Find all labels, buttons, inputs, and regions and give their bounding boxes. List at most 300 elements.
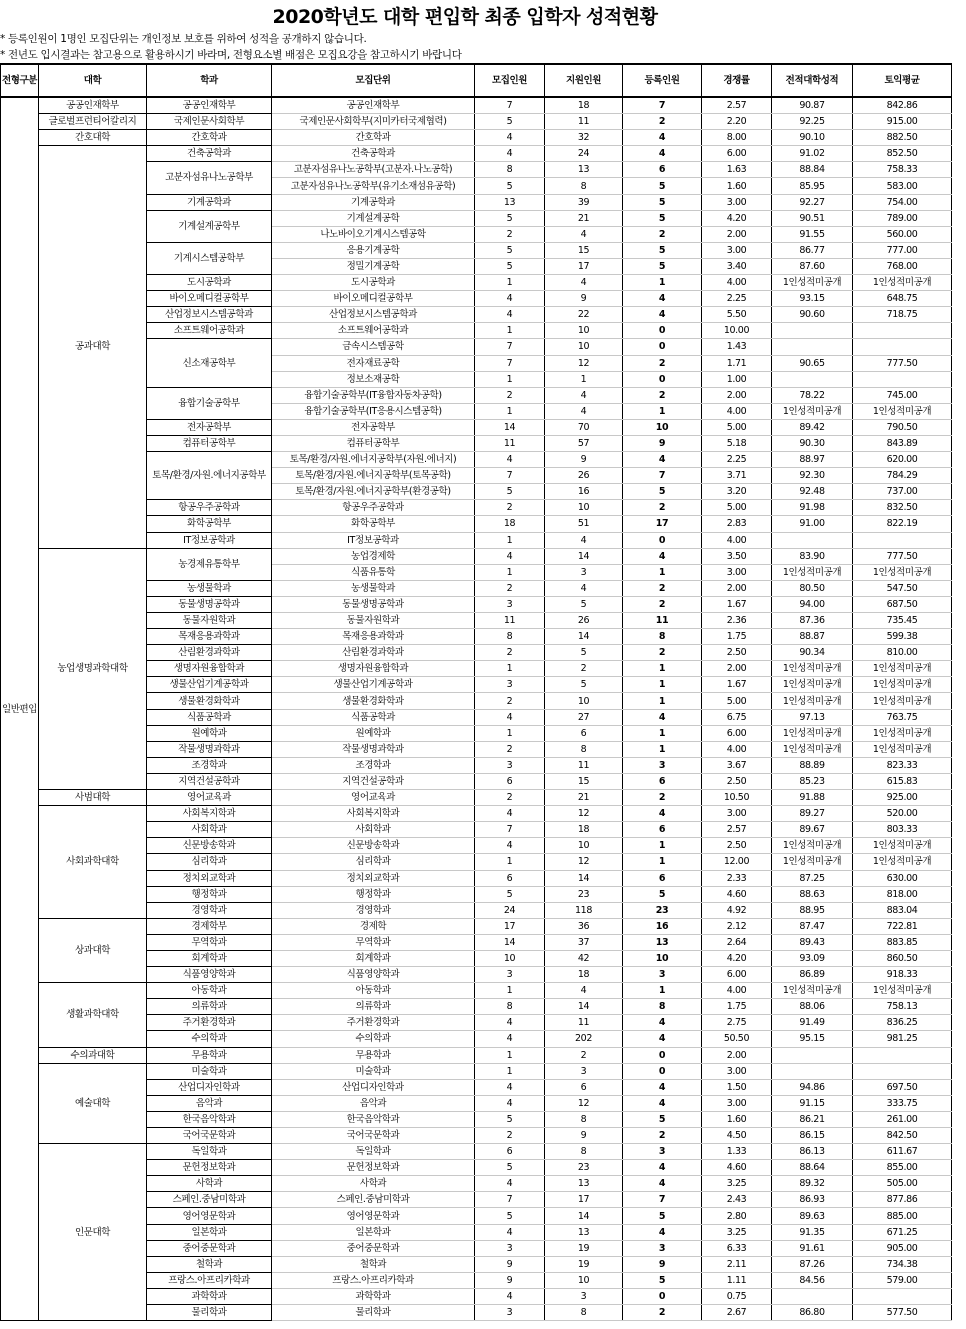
quota-cell: 4: [475, 1015, 545, 1031]
department-cell: 영어교육과: [147, 790, 272, 806]
ratio-cell: 5.00: [702, 419, 772, 435]
applicants-cell: 2: [545, 1047, 623, 1063]
ratio-cell: 3.20: [702, 484, 772, 500]
college-cell: 상과대학: [39, 918, 147, 982]
quota-cell: 1: [475, 725, 545, 741]
ratio-cell: 4.60: [702, 1160, 772, 1176]
prev-gpa-cell: 94.86: [772, 1079, 853, 1095]
table-row: [1, 548, 952, 564]
toeic-cell: 333.75: [853, 1095, 952, 1111]
enrolled-cell: 5: [623, 886, 702, 902]
header-admission-type: 전형구분: [1, 64, 39, 97]
enrolled-cell: 1: [623, 838, 702, 854]
prev-gpa-cell: 91.35: [772, 1224, 853, 1240]
applicants-cell: 27: [545, 709, 623, 725]
college-cell: 글로벌프런티어칼리지: [39, 114, 147, 130]
enrolled-cell: 4: [623, 1079, 702, 1095]
quota-cell: 2: [475, 645, 545, 661]
prev-gpa-cell: 88.89: [772, 757, 853, 773]
quota-cell: 9: [475, 1272, 545, 1288]
toeic-cell: [853, 1047, 952, 1063]
enrolled-cell: 23: [623, 902, 702, 918]
toeic-cell: [853, 323, 952, 339]
applicants-cell: 8: [545, 1144, 623, 1160]
toeic-cell: 777.50: [853, 355, 952, 371]
recruit-unit-cell: 토목/환경/자원.에너지공학부(자원.에너지): [272, 452, 475, 468]
department-cell: 독일학과: [147, 1144, 272, 1160]
applicants-cell: 36: [545, 918, 623, 934]
quota-cell: 5: [475, 210, 545, 226]
department-cell: 사회학과: [147, 822, 272, 838]
department-cell: 도시공학과: [147, 275, 272, 291]
enrolled-cell: 4: [623, 130, 702, 146]
recruit-unit-cell: 융합기술공학부(IT응용시스템공학): [272, 403, 475, 419]
applicants-cell: 11: [545, 114, 623, 130]
applicants-cell: 2: [545, 661, 623, 677]
quota-cell: 11: [475, 435, 545, 451]
quota-cell: 8: [475, 999, 545, 1015]
quota-cell: 4: [475, 291, 545, 307]
quota-cell: 3: [475, 1240, 545, 1256]
department-cell: 한국음악학과: [147, 1111, 272, 1127]
table-row: [1, 983, 952, 999]
ratio-cell: 2.11: [702, 1256, 772, 1272]
toeic-cell: 860.50: [853, 950, 952, 966]
header-applicants: 지원인원: [545, 64, 623, 97]
ratio-cell: 12.00: [702, 854, 772, 870]
quota-cell: 1: [475, 661, 545, 677]
ratio-cell: 2.00: [702, 661, 772, 677]
ratio-cell: 4.92: [702, 902, 772, 918]
applicants-cell: 118: [545, 902, 623, 918]
recruit-unit-cell: 나노바이오기계시스템공학: [272, 226, 475, 242]
ratio-cell: 6.00: [702, 725, 772, 741]
enrolled-cell: 5: [623, 1272, 702, 1288]
toeic-cell: 1인성적미공개: [853, 838, 952, 854]
quota-cell: 1: [475, 1047, 545, 1063]
quota-cell: 5: [475, 258, 545, 274]
recruit-unit-cell: 원예학과: [272, 725, 475, 741]
prev-gpa-cell: 1인성적미공개: [772, 725, 853, 741]
prev-gpa-cell: 87.60: [772, 258, 853, 274]
department-cell: 정치외교학과: [147, 870, 272, 886]
toeic-cell: 615.83: [853, 773, 952, 789]
recruit-unit-cell: 주거환경학과: [272, 1015, 475, 1031]
prev-gpa-cell: 86.15: [772, 1128, 853, 1144]
quota-cell: 2: [475, 580, 545, 596]
applicants-cell: 9: [545, 1128, 623, 1144]
toeic-cell: 1인성적미공개: [853, 275, 952, 291]
header-department: 학과: [147, 64, 272, 97]
ratio-cell: 6.33: [702, 1240, 772, 1256]
applicants-cell: 4: [545, 275, 623, 291]
ratio-cell: 2.57: [702, 97, 772, 114]
prev-gpa-cell: 80.50: [772, 580, 853, 596]
prev-gpa-cell: 88.63: [772, 886, 853, 902]
recruit-unit-cell: 토목/환경/자원.에너지공학부(환경공학): [272, 484, 475, 500]
toeic-cell: 1인성적미공개: [853, 403, 952, 419]
enrolled-cell: 13: [623, 934, 702, 950]
quota-cell: 2: [475, 1128, 545, 1144]
quota-cell: 4: [475, 1224, 545, 1240]
ratio-cell: 4.00: [702, 532, 772, 548]
enrolled-cell: 2: [623, 790, 702, 806]
header-toeic-avg: 토익평균: [853, 64, 952, 97]
quota-cell: 5: [475, 1160, 545, 1176]
department-cell: 작물생명과학과: [147, 741, 272, 757]
quota-cell: 17: [475, 918, 545, 934]
prev-gpa-cell: 1인성적미공개: [772, 854, 853, 870]
enrolled-cell: 4: [623, 709, 702, 725]
toeic-cell: 722.81: [853, 918, 952, 934]
prev-gpa-cell: 1인성적미공개: [772, 661, 853, 677]
recruit-unit-cell: 산업디자인학과: [272, 1079, 475, 1095]
ratio-cell: 5.50: [702, 307, 772, 323]
quota-cell: 1: [475, 323, 545, 339]
ratio-cell: 1.71: [702, 355, 772, 371]
ratio-cell: 6.00: [702, 967, 772, 983]
toeic-cell: 1인성적미공개: [853, 693, 952, 709]
quota-cell: 7: [475, 1192, 545, 1208]
table-row: [1, 1144, 952, 1160]
college-cell: 수의과대학: [39, 1047, 147, 1063]
toeic-cell: 763.75: [853, 709, 952, 725]
applicants-cell: 4: [545, 532, 623, 548]
ratio-cell: 3.67: [702, 757, 772, 773]
enrolled-cell: 3: [623, 1144, 702, 1160]
ratio-cell: 5.00: [702, 500, 772, 516]
toeic-cell: 803.33: [853, 822, 952, 838]
prev-gpa-cell: 88.95: [772, 902, 853, 918]
enrolled-cell: 8: [623, 629, 702, 645]
department-cell: 생물산업기계공학과: [147, 677, 272, 693]
recruit-unit-cell: 음악과: [272, 1095, 475, 1111]
prev-gpa-cell: 88.97: [772, 452, 853, 468]
prev-gpa-cell: 85.23: [772, 773, 853, 789]
prev-gpa-cell: [772, 339, 853, 355]
prev-gpa-cell: 78.22: [772, 387, 853, 403]
toeic-cell: 718.75: [853, 307, 952, 323]
prev-gpa-cell: 1인성적미공개: [772, 693, 853, 709]
department-cell: 항공우주공학과: [147, 500, 272, 516]
applicants-cell: 8: [545, 1111, 623, 1127]
enrolled-cell: 4: [623, 548, 702, 564]
department-cell: 무역학과: [147, 934, 272, 950]
quota-cell: 4: [475, 130, 545, 146]
prev-gpa-cell: 86.13: [772, 1144, 853, 1160]
ratio-cell: 1.50: [702, 1079, 772, 1095]
toeic-cell: 754.00: [853, 194, 952, 210]
recruit-unit-cell: 생물산업기계공학과: [272, 677, 475, 693]
department-cell: 건축공학과: [147, 146, 272, 162]
ratio-cell: 1.11: [702, 1272, 772, 1288]
toeic-cell: 630.00: [853, 870, 952, 886]
toeic-cell: 687.50: [853, 596, 952, 612]
recruit-unit-cell: 의류학과: [272, 999, 475, 1015]
enrolled-cell: 5: [623, 484, 702, 500]
toeic-cell: 560.00: [853, 226, 952, 242]
recruit-unit-cell: 생명자원융합학과: [272, 661, 475, 677]
prev-gpa-cell: 92.25: [772, 114, 853, 130]
quota-cell: 9: [475, 1256, 545, 1272]
prev-gpa-cell: 90.60: [772, 307, 853, 323]
recruit-unit-cell: 정치외교학과: [272, 870, 475, 886]
enrolled-cell: 3: [623, 757, 702, 773]
recruit-unit-cell: 독일학과: [272, 1144, 475, 1160]
recruit-unit-cell: 공공인재학부: [272, 97, 475, 114]
toeic-cell: 877.86: [853, 1192, 952, 1208]
toeic-cell: 611.67: [853, 1144, 952, 1160]
toeic-cell: 883.04: [853, 902, 952, 918]
prev-gpa-cell: 89.67: [772, 822, 853, 838]
college-cell: 간호대학: [39, 130, 147, 146]
applicants-cell: 12: [545, 355, 623, 371]
quota-cell: 4: [475, 1031, 545, 1047]
enrolled-cell: 1: [623, 403, 702, 419]
enrolled-cell: 4: [623, 291, 702, 307]
applicants-cell: 13: [545, 1176, 623, 1192]
prev-gpa-cell: 1인성적미공개: [772, 983, 853, 999]
department-cell: 동물자원학과: [147, 613, 272, 629]
toeic-cell: 758.33: [853, 162, 952, 178]
prev-gpa-cell: 91.00: [772, 516, 853, 532]
prev-gpa-cell: 1인성적미공개: [772, 275, 853, 291]
recruit-unit-cell: 사회학과: [272, 822, 475, 838]
recruit-unit-cell: 산림환경과학과: [272, 645, 475, 661]
prev-gpa-cell: 90.51: [772, 210, 853, 226]
quota-cell: 14: [475, 419, 545, 435]
applicants-cell: 39: [545, 194, 623, 210]
quota-cell: 4: [475, 452, 545, 468]
recruit-unit-cell: 응용기계공학: [272, 242, 475, 258]
toeic-cell: 1인성적미공개: [853, 564, 952, 580]
department-cell: 아동학과: [147, 983, 272, 999]
department-cell: IT정보공학과: [147, 532, 272, 548]
prev-gpa-cell: 91.49: [772, 1015, 853, 1031]
recruit-unit-cell: 고분자섬유나노공학부(유기소재섬유공학): [272, 178, 475, 194]
ratio-cell: 2.00: [702, 387, 772, 403]
department-cell: 지역건설공학과: [147, 773, 272, 789]
ratio-cell: 4.00: [702, 983, 772, 999]
quota-cell: 5: [475, 484, 545, 500]
recruit-unit-cell: 항공우주공학과: [272, 500, 475, 516]
recruit-unit-cell: 조경학과: [272, 757, 475, 773]
prev-gpa-cell: 92.48: [772, 484, 853, 500]
toeic-cell: 789.00: [853, 210, 952, 226]
prev-gpa-cell: 91.98: [772, 500, 853, 516]
department-cell: 생명자원융합학과: [147, 661, 272, 677]
department-cell: 철학과: [147, 1256, 272, 1272]
quota-cell: 6: [475, 1144, 545, 1160]
enrolled-cell: 2: [623, 114, 702, 130]
enrolled-cell: 4: [623, 1224, 702, 1240]
department-cell: 원예학과: [147, 725, 272, 741]
enrolled-cell: 2: [623, 226, 702, 242]
ratio-cell: 2.33: [702, 870, 772, 886]
enrolled-cell: 11: [623, 613, 702, 629]
ratio-cell: 2.50: [702, 645, 772, 661]
prev-gpa-cell: 85.95: [772, 178, 853, 194]
department-cell: 물리학과: [147, 1305, 272, 1321]
ratio-cell: 2.12: [702, 918, 772, 934]
quota-cell: 2: [475, 500, 545, 516]
prev-gpa-cell: 89.32: [772, 1176, 853, 1192]
department-cell: 국어국문학과: [147, 1128, 272, 1144]
college-cell: 예술대학: [39, 1063, 147, 1143]
prev-gpa-cell: 89.43: [772, 934, 853, 950]
recruit-unit-cell: 중어중문학과: [272, 1240, 475, 1256]
department-cell: 주거환경학과: [147, 1015, 272, 1031]
ratio-cell: 8.00: [702, 130, 772, 146]
quota-cell: 13: [475, 194, 545, 210]
enrolled-cell: 2: [623, 1128, 702, 1144]
prev-gpa-cell: 90.87: [772, 97, 853, 114]
department-cell: 사학과: [147, 1176, 272, 1192]
enrolled-cell: 5: [623, 242, 702, 258]
department-cell: 심리학과: [147, 854, 272, 870]
college-cell: 공공인재학부: [39, 97, 147, 114]
prev-gpa-cell: 87.25: [772, 870, 853, 886]
toeic-cell: 855.00: [853, 1160, 952, 1176]
quota-cell: 1: [475, 371, 545, 387]
department-cell: 행정학과: [147, 886, 272, 902]
department-cell: 중어중문학과: [147, 1240, 272, 1256]
ratio-cell: 2.20: [702, 114, 772, 130]
ratio-cell: 2.00: [702, 1047, 772, 1063]
applicants-cell: 26: [545, 468, 623, 484]
applicants-cell: 4: [545, 387, 623, 403]
toeic-cell: [853, 371, 952, 387]
department-cell: 동물생명공학과: [147, 596, 272, 612]
prev-gpa-cell: [772, 371, 853, 387]
department-cell: 과학학과: [147, 1288, 272, 1304]
enrolled-cell: 9: [623, 435, 702, 451]
department-cell: 기계공학과: [147, 194, 272, 210]
toeic-cell: 777.00: [853, 242, 952, 258]
header-recruit-unit: 모집단위: [272, 64, 475, 97]
quota-cell: 1: [475, 532, 545, 548]
prev-gpa-cell: 86.93: [772, 1192, 853, 1208]
enrolled-cell: 4: [623, 1160, 702, 1176]
applicants-cell: 14: [545, 999, 623, 1015]
toeic-cell: 547.50: [853, 580, 952, 596]
table-row: [1, 130, 952, 146]
ratio-cell: 2.50: [702, 773, 772, 789]
enrolled-cell: 5: [623, 178, 702, 194]
department-cell: 화학공학부: [147, 516, 272, 532]
enrolled-cell: 4: [623, 1095, 702, 1111]
enrolled-cell: 0: [623, 1288, 702, 1304]
applicants-cell: 14: [545, 870, 623, 886]
ratio-cell: 2.25: [702, 291, 772, 307]
ratio-cell: 1.75: [702, 999, 772, 1015]
prev-gpa-cell: 90.65: [772, 355, 853, 371]
prev-gpa-cell: 91.55: [772, 226, 853, 242]
recruit-unit-cell: 물리학과: [272, 1305, 475, 1321]
results-table-container: [0, 63, 952, 1321]
applicants-cell: 24: [545, 146, 623, 162]
recruit-unit-cell: 수의학과: [272, 1031, 475, 1047]
recruit-unit-cell: 바이오메디컬공학부: [272, 291, 475, 307]
applicants-cell: 23: [545, 1160, 623, 1176]
enrolled-cell: 0: [623, 1047, 702, 1063]
toeic-cell: 599.38: [853, 629, 952, 645]
prev-gpa-cell: 89.42: [772, 419, 853, 435]
applicants-cell: 15: [545, 773, 623, 789]
toeic-cell: [853, 1288, 952, 1304]
quota-cell: 2: [475, 741, 545, 757]
recruit-unit-cell: 경영학과: [272, 902, 475, 918]
recruit-unit-cell: 무역학과: [272, 934, 475, 950]
applicants-cell: 11: [545, 757, 623, 773]
recruit-unit-cell: 동물자원학과: [272, 613, 475, 629]
toeic-cell: 1인성적미공개: [853, 677, 952, 693]
prev-gpa-cell: 1인성적미공개: [772, 564, 853, 580]
applicants-cell: 18: [545, 97, 623, 114]
header-college: 대학: [39, 64, 147, 97]
prev-gpa-cell: 84.56: [772, 1272, 853, 1288]
applicants-cell: 13: [545, 1224, 623, 1240]
recruit-unit-cell: IT정보공학과: [272, 532, 475, 548]
applicants-cell: 19: [545, 1256, 623, 1272]
department-cell: 식품영양학과: [147, 967, 272, 983]
prev-gpa-cell: 83.90: [772, 548, 853, 564]
toeic-cell: 882.50: [853, 130, 952, 146]
applicants-cell: 10: [545, 323, 623, 339]
enrolled-cell: 1: [623, 854, 702, 870]
applicants-cell: 1: [545, 371, 623, 387]
applicants-cell: 42: [545, 950, 623, 966]
recruit-unit-cell: 컴퓨터공학부: [272, 435, 475, 451]
ratio-cell: 3.25: [702, 1176, 772, 1192]
toeic-cell: 768.00: [853, 258, 952, 274]
header-quota: 모집인원: [475, 64, 545, 97]
recruit-unit-cell: 기계설계공학: [272, 210, 475, 226]
enrolled-cell: 1: [623, 741, 702, 757]
toeic-cell: 822.19: [853, 516, 952, 532]
recruit-unit-cell: 신문방송학과: [272, 838, 475, 854]
prev-gpa-cell: 1인성적미공개: [772, 677, 853, 693]
ratio-cell: 3.00: [702, 1063, 772, 1079]
prev-gpa-cell: 97.13: [772, 709, 853, 725]
prev-gpa-cell: 87.26: [772, 1256, 853, 1272]
toeic-cell: 737.00: [853, 484, 952, 500]
toeic-cell: 671.25: [853, 1224, 952, 1240]
ratio-cell: 1.67: [702, 677, 772, 693]
quota-cell: 3: [475, 967, 545, 983]
applicants-cell: 8: [545, 1305, 623, 1321]
applicants-cell: 14: [545, 1208, 623, 1224]
quota-cell: 4: [475, 307, 545, 323]
applicants-cell: 4: [545, 983, 623, 999]
enrolled-cell: 0: [623, 1063, 702, 1079]
ratio-cell: 4.00: [702, 403, 772, 419]
ratio-cell: 2.83: [702, 516, 772, 532]
enrolled-cell: 5: [623, 1208, 702, 1224]
department-cell: 경제학부: [147, 918, 272, 934]
toeic-cell: 981.25: [853, 1031, 952, 1047]
applicants-cell: 4: [545, 580, 623, 596]
quota-cell: 24: [475, 902, 545, 918]
toeic-cell: 1인성적미공개: [853, 983, 952, 999]
quota-cell: 8: [475, 629, 545, 645]
enrolled-cell: 4: [623, 452, 702, 468]
applicants-cell: 37: [545, 934, 623, 950]
applicants-cell: 14: [545, 629, 623, 645]
prev-gpa-cell: 89.27: [772, 806, 853, 822]
toeic-cell: 697.50: [853, 1079, 952, 1095]
applicants-cell: 202: [545, 1031, 623, 1047]
